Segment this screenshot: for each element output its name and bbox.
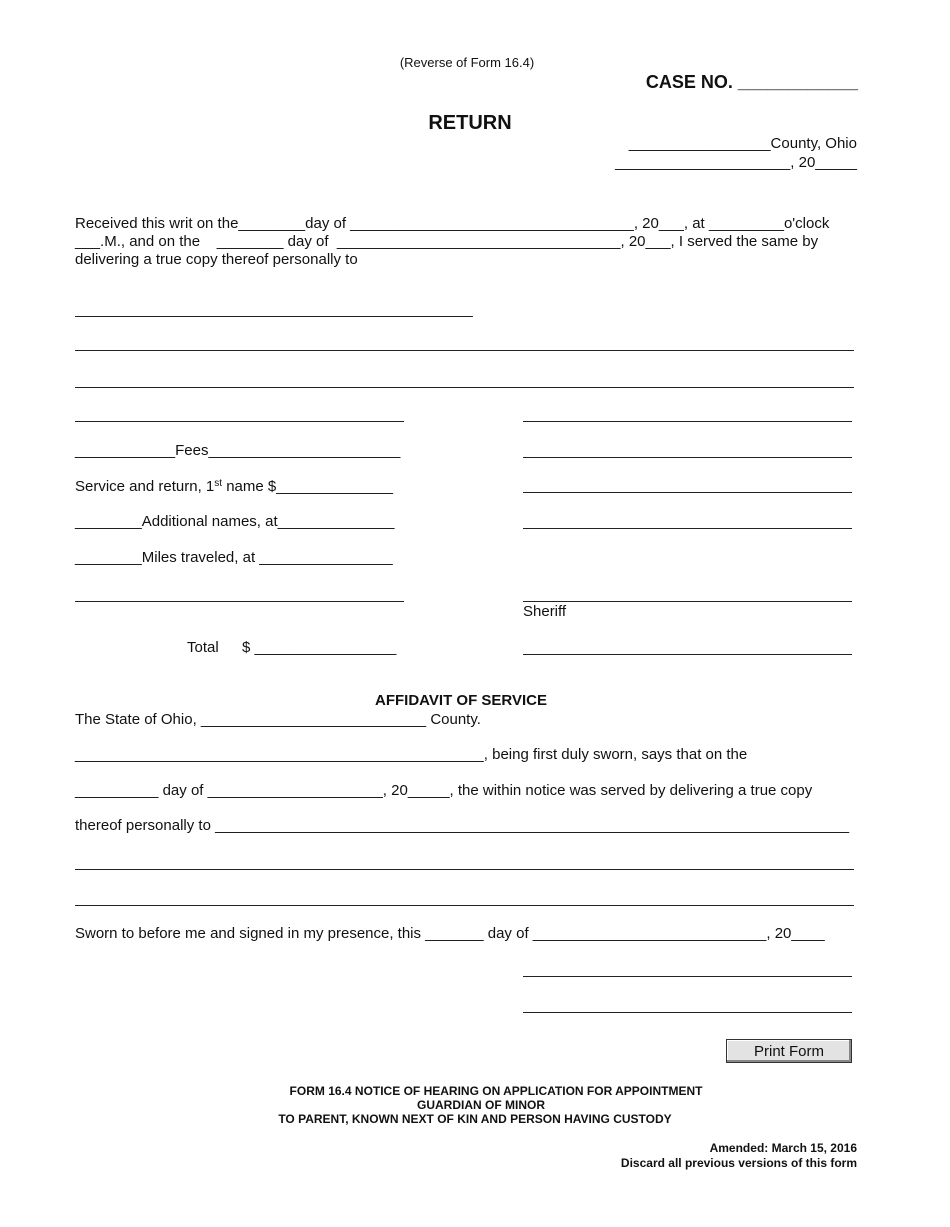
- right-blank-line-2[interactable]: [523, 457, 852, 458]
- affidavit-state-line: The State of Ohio, ___________________________ County.: [75, 711, 481, 728]
- affidavit-presence-line: Sworn to before me and signed in my presence, this _______ day of ____________________________, 20____: [75, 925, 825, 942]
- deputy-signature-line[interactable]: [523, 654, 852, 655]
- fees-label: ____________Fees_______________________: [75, 442, 401, 459]
- blank-line-2[interactable]: [75, 387, 854, 388]
- date-line: _____________________, 20_____: [615, 154, 857, 171]
- amended-date: Amended: March 15, 2016: [709, 1141, 857, 1155]
- sheriff-signature-line[interactable]: [523, 601, 852, 602]
- form-title-line-3: TO PARENT, KNOWN NEXT OF KIN AND PERSON HAVING CUSTODY: [278, 1112, 672, 1126]
- sheriff-label: Sheriff: [523, 603, 567, 620]
- affidavit-heading: AFFIDAVIT OF SERVICE: [375, 692, 547, 709]
- return-served-line: ___.M., and on the ________ day of __________________________________, 20___, I served the same by: [75, 233, 819, 250]
- fee-blank-line-top[interactable]: [75, 421, 404, 422]
- page-title: RETURN: [428, 112, 512, 134]
- discard-notice: Discard all previous versions of this form: [620, 1156, 857, 1170]
- notary-signature-line-2[interactable]: [523, 1012, 852, 1013]
- blank-line-1[interactable]: [75, 350, 854, 351]
- right-blank-line-1[interactable]: [523, 421, 852, 422]
- affidavit-day-line: __________ day of _____________________, 20_____, the within notice was served by delivering a true copy: [75, 782, 813, 799]
- case-number-label: CASE NO. ____________: [645, 72, 858, 92]
- print-form-button[interactable]: Print Form: [726, 1039, 852, 1063]
- additional-names-line: ________Additional names, at______________: [75, 513, 395, 530]
- return-delivering-line: delivering a true copy thereof personally to: [75, 251, 358, 268]
- affidavit-blank-line-2[interactable]: [75, 905, 854, 906]
- miles-traveled-line: ________Miles traveled, at ________________: [75, 549, 393, 566]
- fee-blank-line-bottom[interactable]: [75, 601, 404, 602]
- reverse-note: (Reverse of Form 16.4): [399, 55, 535, 70]
- blank-line-served-person[interactable]: [75, 316, 473, 317]
- total-label: Total: [187, 639, 219, 656]
- county-line: _________________County, Ohio: [628, 135, 857, 152]
- right-blank-line-4[interactable]: [523, 528, 852, 529]
- affidavit-blank-line-1[interactable]: [75, 869, 854, 870]
- return-received-line: Received this writ on the________day of __________________________________, 20___, at _________o'clock: [75, 215, 830, 232]
- affidavit-personally-line: thereof personally to ____________________________________________________________________________: [75, 817, 850, 834]
- total-amount: $ _________________: [242, 639, 397, 656]
- form-title-line-2: GUARDIAN OF MINOR: [417, 1098, 545, 1112]
- form-title-line-1: FORM 16.4 NOTICE OF HEARING ON APPLICATION FOR APPOINTMENT: [289, 1084, 703, 1098]
- service-return-line: Service and return, 1st name $______________: [75, 478, 394, 495]
- affidavit-sworn-line: _________________________________________________, being first duly sworn, says that on the: [75, 746, 748, 763]
- right-blank-line-3[interactable]: [523, 492, 852, 493]
- notary-signature-line-1[interactable]: [523, 976, 852, 977]
